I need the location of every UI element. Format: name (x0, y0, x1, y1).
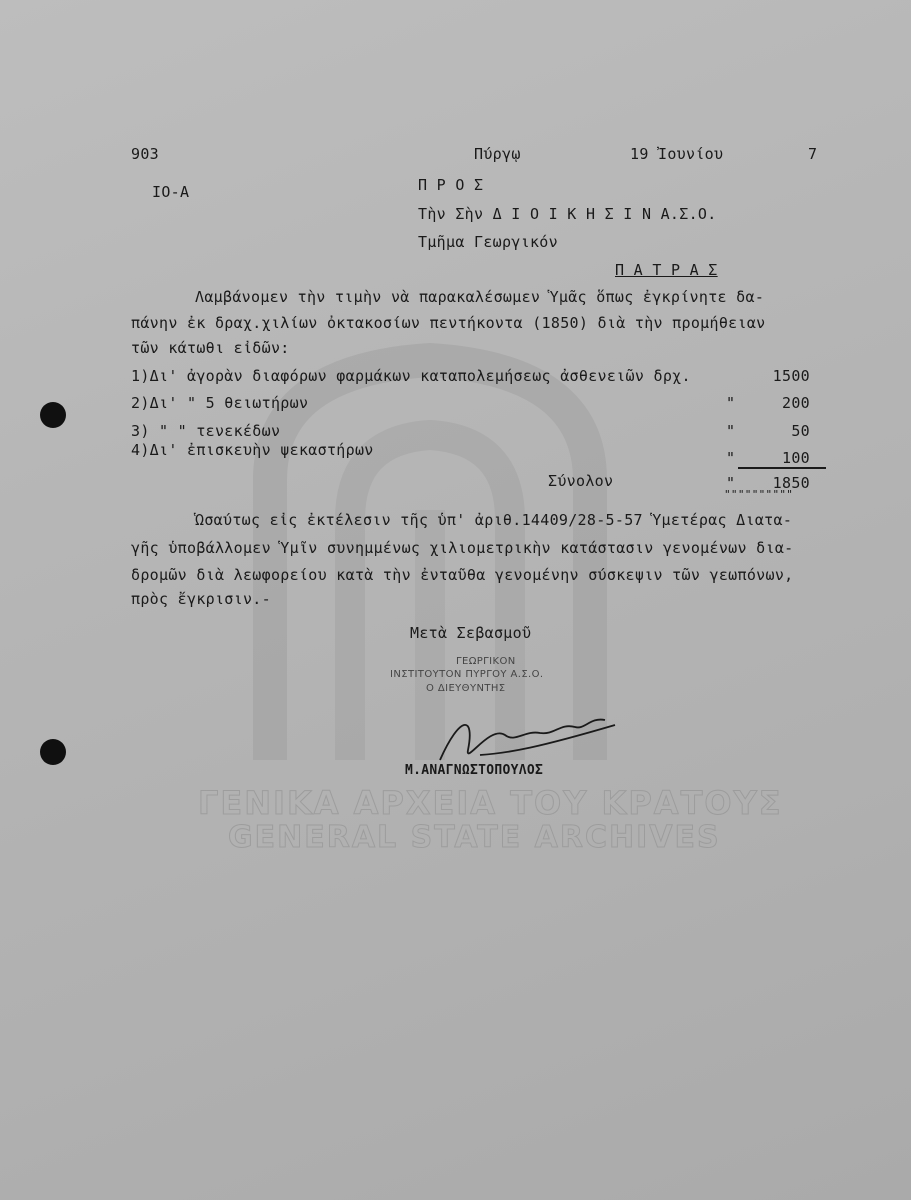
sum-rule (738, 467, 826, 469)
punch-hole-top (40, 402, 66, 428)
stamp-line-1: ΓΕΩΡΓΙΚΟΝ (456, 656, 516, 667)
stamp-line-3: Ο ΔΙΕΥΘΥΝΤΗΣ (426, 683, 506, 694)
watermark-english: GENERAL STATE ARCHIVES (228, 820, 721, 855)
total-amount: 1850 (772, 474, 810, 492)
document-number: 903 (131, 145, 159, 163)
recipient-department: Τμῆμα Γεωργικόν (418, 233, 558, 251)
item-label-2: 2)Δι' " 5 θειωτήρων (131, 394, 309, 412)
item-amount-1: 1500 (772, 367, 810, 385)
intro-line-1: Λαμβάνομεν τὴν τιμὴν νὰ παρακαλέσωμεν Ὑμᾶς ὅπως ἐγκρίνητε δα- (195, 288, 765, 306)
recipient-city: Π Α Τ Ρ Α Σ (615, 261, 718, 279)
item-mark-2: " (726, 394, 736, 412)
stamp-line-2: ΙΝΣΤΙΤΟΥΤΟΝ ΠΥΡΓΟΥ Α.Σ.Ο. (390, 669, 544, 680)
reference-code: IO-A (152, 183, 190, 201)
item-label-4: 4)Δι' ἐπισκευὴν ψεκαστήρων (131, 441, 374, 459)
item-amount-3: 50 (791, 422, 810, 440)
intro-line-2: πάνην ἐκ δραχ.χιλίων ὀκτακοσίων πεντήκοντα (1850) διὰ τὴν προμήθειαν (131, 314, 766, 332)
body-line-2: γῆς ὑποβάλλομεν Ὑμῖν συνημμένως χιλιομετρικὴν κατάστασιν γενομένων δια- (131, 539, 794, 557)
signer-name: Μ.ΑΝΑΓΝΩΣΤΟΠΟΥΛΟΣ (405, 763, 544, 778)
recipient-pros: Π Ρ Ο Σ (418, 176, 484, 194)
body-line-1: Ὡσαύτως εἰς ἐκτέλεσιν τῆς ὑπ' ἀριθ.14409/28-5-57 Ὑμετέρας Διατα- (195, 511, 793, 529)
body-line-3: δρομῶν διὰ λεωφορείου κατὰ τὴν ἐνταῦθα γενομένην σύσκεψιν τῶν γεωπόνων, (131, 566, 794, 584)
item-label-3: 3) " " τενεκέδων (131, 422, 281, 440)
recipient-line: Τὴν Σὴν Δ Ι Ο Ι Κ Η Σ Ι Ν Α.Σ.Ο. (418, 205, 717, 223)
item-amount-4: 100 (782, 449, 810, 467)
body-line-4: πρὸς ἔγκρισιν.- (131, 590, 271, 608)
watermark-greek: ΓΕΝΙΚΑ ΑΡΧΕΙΑ ΤΟΥ ΚΡΑΤΟΥΣ (198, 784, 783, 822)
date: 19 Ἰουνίου (630, 145, 724, 163)
total-label: Σύνολον (548, 472, 614, 490)
total-double-underline: """""""""" (724, 488, 794, 501)
intro-line-3: τῶν κάτωθι εἰδῶν: (131, 339, 290, 357)
item-mark-3: " (726, 422, 736, 440)
item-label-1: 1)Δι' ἀγορὰν διαφόρων φαρμάκων καταπολεμήσεως ἀσθενειῶν δρχ. (131, 367, 691, 385)
place-of-issue: Πύργῳ (474, 145, 521, 163)
salutation: Μετὰ Σεβασμοῦ (410, 624, 532, 642)
item-mark-4: " (726, 449, 736, 467)
total-mark: " (726, 474, 736, 492)
year: 7 (808, 145, 818, 163)
punch-hole-bottom (40, 739, 66, 765)
item-amount-2: 200 (782, 394, 810, 412)
